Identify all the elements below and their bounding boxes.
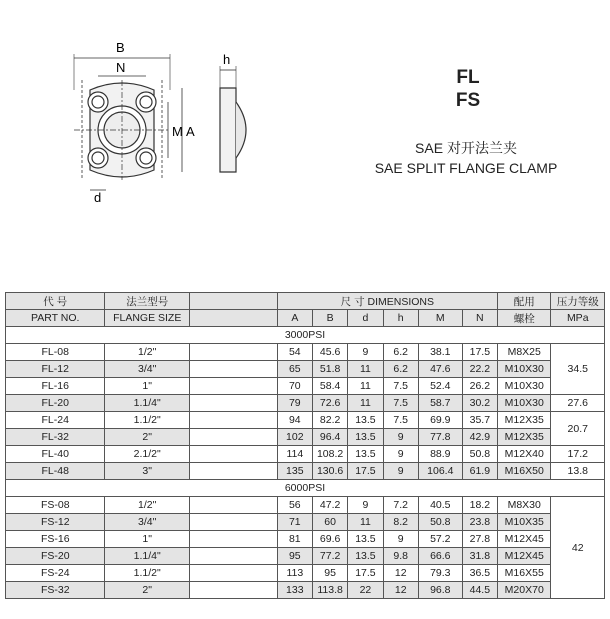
table-row xyxy=(6,361,605,378)
cell-blank xyxy=(189,565,277,582)
cell-a: 133 xyxy=(277,582,312,599)
cell-n: 27.8 xyxy=(462,531,497,548)
cell-bolt: M12X45 xyxy=(498,531,551,548)
cell-n: 35.7 xyxy=(462,412,497,429)
cell-bolt: M12X40 xyxy=(498,446,551,463)
cell-h: 8.2 xyxy=(383,514,418,531)
cell-b: 77.2 xyxy=(312,548,347,565)
cell-m: 47.6 xyxy=(418,361,462,378)
cell-a: 65 xyxy=(277,361,312,378)
cell-a: 79 xyxy=(277,395,312,412)
cell-part-no: FS-12 xyxy=(6,514,105,531)
dim-label-A: A xyxy=(186,124,195,139)
cell-n: 17.5 xyxy=(462,344,497,361)
cell-flange-size: 2" xyxy=(105,429,190,446)
dim-label-d: d xyxy=(94,190,102,205)
cell-flange-size: 3" xyxy=(105,463,190,480)
cell-bolt: M10X30 xyxy=(498,361,551,378)
cell-h: 7.2 xyxy=(383,497,418,514)
header-pressure-unit: MPa xyxy=(551,310,605,327)
cell-pressure: 13.8 xyxy=(551,463,605,480)
cell-m: 77.8 xyxy=(418,429,462,446)
cell-blank xyxy=(189,531,277,548)
cell-h: 12 xyxy=(383,565,418,582)
cell-bolt: M16X50 xyxy=(498,463,551,480)
cell-pressure: 27.6 xyxy=(551,395,605,412)
header-flange-size: FLANGE SIZE xyxy=(105,310,190,327)
cell-n: 26.2 xyxy=(462,378,497,395)
cell-part-no: FL-12 xyxy=(6,361,105,378)
cell-blank xyxy=(189,344,277,361)
header-bolt-cn-2: 螺栓 xyxy=(498,310,551,327)
table-row xyxy=(6,582,605,599)
header-dimensions: 尺 寸 DIMENSIONS xyxy=(277,293,497,310)
cell-bolt: M10X35 xyxy=(498,514,551,531)
cell-h: 9 xyxy=(383,429,418,446)
cell-m: 50.8 xyxy=(418,514,462,531)
cell-a: 113 xyxy=(277,565,312,582)
cell-flange-size: 1.1/2" xyxy=(105,565,190,582)
cell-blank xyxy=(189,582,277,599)
cell-h: 6.2 xyxy=(383,344,418,361)
dim-label-N: N xyxy=(116,60,126,75)
product-code-fs: FS xyxy=(455,90,481,111)
cell-d: 11 xyxy=(348,378,383,395)
cell-part-no: FS-16 xyxy=(6,531,105,548)
cell-m: 57.2 xyxy=(418,531,462,548)
group-3000psi: 3000PSI xyxy=(6,327,605,344)
cell-b: 51.8 xyxy=(312,361,347,378)
cell-blank xyxy=(189,497,277,514)
cell-b: 96.4 xyxy=(312,429,347,446)
cell-pressure: 17.2 xyxy=(551,446,605,463)
cell-bolt: M10X30 xyxy=(498,395,551,412)
cell-part-no: FL-48 xyxy=(6,463,105,480)
table-row xyxy=(6,378,605,395)
cell-h: 7.5 xyxy=(383,412,418,429)
cell-n: 30.2 xyxy=(462,395,497,412)
table-row xyxy=(6,565,605,582)
cell-flange-size: 1" xyxy=(105,378,190,395)
table-row xyxy=(6,344,605,361)
cell-h: 12 xyxy=(383,582,418,599)
cell-a: 94 xyxy=(277,412,312,429)
header-col-a: A xyxy=(277,310,312,327)
cell-h: 6.2 xyxy=(383,361,418,378)
cell-h: 7.5 xyxy=(383,395,418,412)
cell-m: 106.4 xyxy=(418,463,462,480)
cell-m: 88.9 xyxy=(418,446,462,463)
header-part-no: PART NO. xyxy=(6,310,105,327)
cell-m: 52.4 xyxy=(418,378,462,395)
cell-d: 9 xyxy=(348,344,383,361)
header-pressure-cn: 压力等级 xyxy=(551,293,605,310)
cell-blank xyxy=(189,361,277,378)
cell-d: 11 xyxy=(348,514,383,531)
cell-a: 95 xyxy=(277,548,312,565)
cell-part-no: FS-32 xyxy=(6,582,105,599)
cell-n: 22.2 xyxy=(462,361,497,378)
header-col-b: B xyxy=(312,310,347,327)
cell-m: 79.3 xyxy=(418,565,462,582)
cell-b: 82.2 xyxy=(312,412,347,429)
cell-flange-size: 1/2" xyxy=(105,344,190,361)
table-row xyxy=(6,514,605,531)
table-row xyxy=(6,412,605,429)
cell-blank xyxy=(189,514,277,531)
cell-m: 96.8 xyxy=(418,582,462,599)
header-bolt-cn: 配用 xyxy=(498,293,551,310)
title-chinese: SAE 对开法兰夹 xyxy=(415,140,517,156)
cell-flange-size: 3/4" xyxy=(105,361,190,378)
table-row xyxy=(6,531,605,548)
cell-n: 61.9 xyxy=(462,463,497,480)
cell-part-no: FL-16 xyxy=(6,378,105,395)
cell-b: 72.6 xyxy=(312,395,347,412)
cell-d: 11 xyxy=(348,395,383,412)
cell-a: 56 xyxy=(277,497,312,514)
cell-b: 130.6 xyxy=(312,463,347,480)
title-english: SAE SPLIT FLANGE CLAMP xyxy=(374,160,558,176)
cell-a: 135 xyxy=(277,463,312,480)
cell-blank xyxy=(189,548,277,565)
cell-b: 47.2 xyxy=(312,497,347,514)
header-code-cn: 代 号 xyxy=(6,293,105,310)
cell-flange-size: 3/4" xyxy=(105,514,190,531)
cell-blank xyxy=(189,429,277,446)
cell-b: 108.2 xyxy=(312,446,347,463)
cell-n: 42.9 xyxy=(462,429,497,446)
header-size-cn: 法兰型号 xyxy=(105,293,190,310)
cell-n: 18.2 xyxy=(462,497,497,514)
cell-pressure: 42 xyxy=(551,497,605,599)
table-row xyxy=(6,463,605,480)
cell-b: 113.8 xyxy=(312,582,347,599)
cell-bolt: M8X30 xyxy=(498,497,551,514)
table-row xyxy=(6,548,605,565)
cell-h: 9 xyxy=(383,446,418,463)
cell-h: 9.8 xyxy=(383,548,418,565)
cell-pressure: 20.7 xyxy=(551,412,605,446)
cell-n: 44.5 xyxy=(462,582,497,599)
cell-a: 114 xyxy=(277,446,312,463)
cell-d: 9 xyxy=(348,497,383,514)
cell-bolt: M12X45 xyxy=(498,548,551,565)
cell-a: 102 xyxy=(277,429,312,446)
cell-b: 60 xyxy=(312,514,347,531)
cell-flange-size: 1.1/4" xyxy=(105,395,190,412)
cell-part-no: FL-08 xyxy=(6,344,105,361)
cell-blank xyxy=(189,378,277,395)
header-col-d: d xyxy=(348,310,383,327)
cell-d: 13.5 xyxy=(348,412,383,429)
cell-bolt: M12X35 xyxy=(498,429,551,446)
table-row xyxy=(6,395,605,412)
cell-m: 40.5 xyxy=(418,497,462,514)
cell-bolt: M12X35 xyxy=(498,412,551,429)
cell-flange-size: 1" xyxy=(105,531,190,548)
cell-blank xyxy=(189,412,277,429)
cell-a: 54 xyxy=(277,344,312,361)
cell-bolt: M8X25 xyxy=(498,344,551,361)
cell-part-no: FS-24 xyxy=(6,565,105,582)
cell-flange-size: 2" xyxy=(105,582,190,599)
cell-h: 9 xyxy=(383,531,418,548)
cell-d: 22 xyxy=(348,582,383,599)
cell-bolt: M16X55 xyxy=(498,565,551,582)
cell-h: 9 xyxy=(383,463,418,480)
cell-h: 7.5 xyxy=(383,378,418,395)
cell-d: 13.5 xyxy=(348,429,383,446)
cell-blank xyxy=(189,446,277,463)
cell-d: 13.5 xyxy=(348,548,383,565)
cell-flange-size: 1/2" xyxy=(105,497,190,514)
cell-n: 50.8 xyxy=(462,446,497,463)
cell-pressure: 34.5 xyxy=(551,344,605,395)
cell-part-no: FL-24 xyxy=(6,412,105,429)
spec-table xyxy=(5,292,605,599)
cell-bolt: M10X30 xyxy=(498,378,551,395)
cell-n: 31.8 xyxy=(462,548,497,565)
cell-part-no: FL-20 xyxy=(6,395,105,412)
cell-flange-size: 1.1/4" xyxy=(105,548,190,565)
cell-m: 58.7 xyxy=(418,395,462,412)
cell-d: 17.5 xyxy=(348,463,383,480)
table-row xyxy=(6,429,605,446)
group-6000psi: 6000PSI xyxy=(6,480,605,497)
header-col-m: M xyxy=(418,310,462,327)
cell-a: 81 xyxy=(277,531,312,548)
header-col-h: h xyxy=(383,310,418,327)
cell-a: 70 xyxy=(277,378,312,395)
cell-blank xyxy=(189,463,277,480)
product-code-fl: FL xyxy=(456,67,480,88)
cell-part-no: FL-40 xyxy=(6,446,105,463)
table-row xyxy=(6,446,605,463)
cell-m: 69.9 xyxy=(418,412,462,429)
cell-part-no: FS-20 xyxy=(6,548,105,565)
cell-flange-size: 1.1/2" xyxy=(105,412,190,429)
cell-d: 17.5 xyxy=(348,565,383,582)
cell-blank xyxy=(189,395,277,412)
cell-d: 13.5 xyxy=(348,531,383,548)
cell-m: 66.6 xyxy=(418,548,462,565)
cell-flange-size: 2.1/2" xyxy=(105,446,190,463)
flange-clamp-drawing xyxy=(60,40,270,210)
header-col-n: N xyxy=(462,310,497,327)
cell-b: 69.6 xyxy=(312,531,347,548)
table-row xyxy=(6,497,605,514)
cell-d: 11 xyxy=(348,361,383,378)
cell-a: 71 xyxy=(277,514,312,531)
cell-b: 95 xyxy=(312,565,347,582)
dim-label-B: B xyxy=(116,40,125,55)
cell-part-no: FL-32 xyxy=(6,429,105,446)
cell-b: 45.6 xyxy=(312,344,347,361)
cell-d: 13.5 xyxy=(348,446,383,463)
cell-m: 38.1 xyxy=(418,344,462,361)
cell-bolt: M20X70 xyxy=(498,582,551,599)
cell-n: 23.8 xyxy=(462,514,497,531)
cell-n: 36.5 xyxy=(462,565,497,582)
dim-label-h: h xyxy=(223,52,231,67)
cell-b: 58.4 xyxy=(312,378,347,395)
dim-label-M: M xyxy=(172,124,183,139)
cell-part-no: FS-08 xyxy=(6,497,105,514)
